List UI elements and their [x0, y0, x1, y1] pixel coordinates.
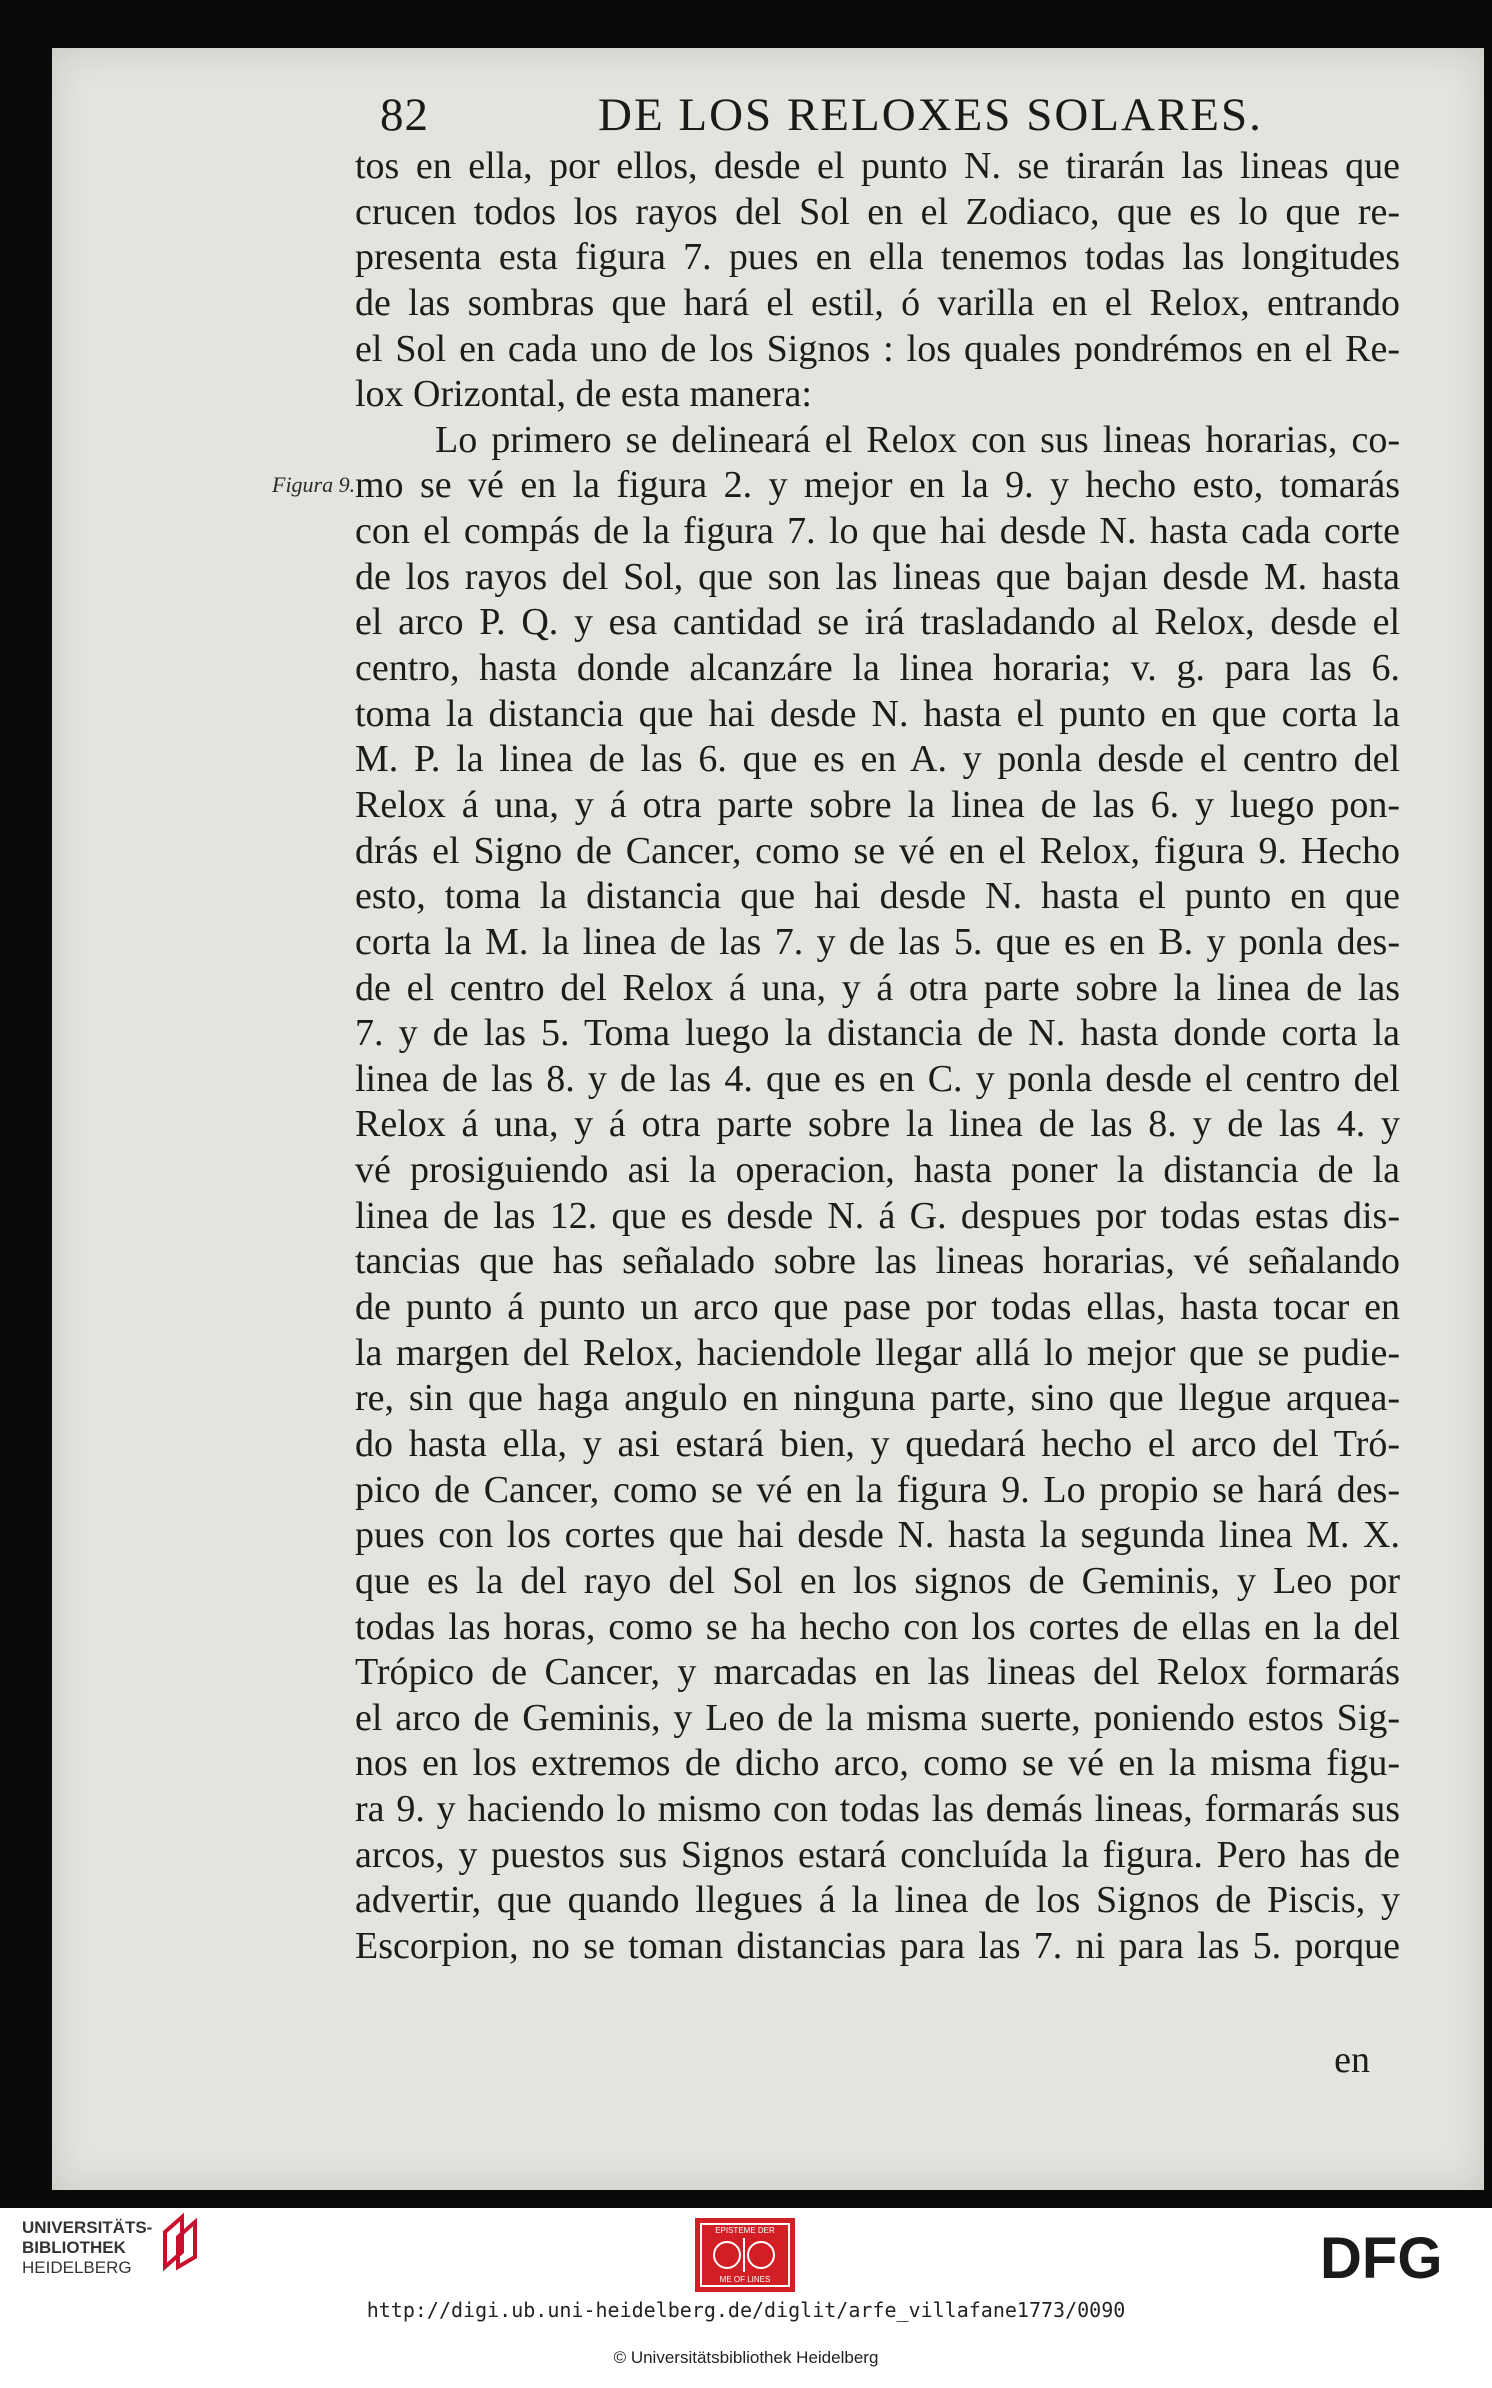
text-line: de punto á punto un arco que pase por todas ellas, hasta tocar en — [355, 1286, 1400, 1329]
text-line: advertir, que quando llegues á la linea de los Signos de Piscis, y — [355, 1879, 1400, 1922]
text-line: de el centro del Relox á una, y á otra parte sobre la linea de las — [355, 966, 1400, 1009]
text-line: el Sol en cada uno de los Signos : los quales pondrémos en el Re- — [355, 327, 1400, 370]
margin-note: Figura 9. — [272, 472, 356, 497]
text-line: de las sombras que hará el estil, ó varilla en el Relox, entrando — [355, 281, 1400, 324]
episteme-logo-icon — [695, 2218, 795, 2292]
text-line: todas las horas, como se ha hecho con los cortes de ellas en la del — [355, 1605, 1400, 1648]
text-line: centro, hasta donde alcanzáre la linea horaria; v. g. para las 6. — [355, 647, 1400, 690]
body-text — [355, 144, 1400, 1970]
library-name-line1: UNIVERSITÄTS- — [22, 2218, 153, 2237]
text-line: corta la M. la linea de las 7. y de las 5. que es en B. y ponla des- — [355, 920, 1400, 963]
page-title: DE LOS RELOXES SOLARES. — [598, 89, 1263, 141]
episteme-logo-top: EPISTEME DER — [715, 2226, 775, 2235]
text-line: ra 9. y haciendo lo mismo con todas las demás lineas, formarás sus — [355, 1788, 1400, 1831]
text-line: Relox á una, y á otra parte sobre la linea de las 6. y luego pon- — [355, 783, 1400, 826]
dfg-logo-text: DFG — [1320, 2228, 1443, 2286]
episteme-logo-bottom: ME OF LINES — [719, 2275, 771, 2284]
text-line: drás el Signo de Cancer, como se vé en el Relox, figura 9. Hecho — [355, 829, 1400, 872]
text-line: que es la del rayo del Sol en los signos de Geminis, y Leo por — [355, 1559, 1400, 1602]
text-line: tos en ella, por ellos, desde el punto N. se tirarán las lineas que — [355, 145, 1400, 187]
text-line: linea de las 8. y de las 4. que es en C. y ponla desde el centro del — [355, 1057, 1400, 1100]
text-line: el arco P. Q. y esa cantidad se irá trasladando al Relox, desde el — [355, 601, 1400, 644]
library-mark-icon — [160, 2212, 210, 2272]
text-line: pues con los cortes que hai desde N. hasta la segunda linea M. X. — [355, 1514, 1400, 1557]
text-line: de los rayos del Sol, que son las lineas que bajan desde M. hasta — [355, 555, 1400, 598]
permalink-url[interactable]: http://digi.ub.uni-heidelberg.de/diglit/arfe_villafane1773/0090 — [366, 2298, 1126, 2322]
library-name-line2: BIBLIOTHEK — [22, 2238, 126, 2257]
text-line: nos en los extremos de dicho arco, como se vé en la misma figu- — [355, 1742, 1400, 1785]
library-logo-text[interactable] — [22, 2218, 152, 2278]
text-line: Relox á una, y á otra parte sobre la linea de las 8. y de las 4. y — [355, 1103, 1400, 1146]
text-line: linea de las 12. que es desde N. á G. despues por todas estas dis- — [355, 1194, 1400, 1237]
text-line: lox Orizontal, de esta manera: — [355, 373, 812, 416]
copyright-notice: © Universitätsbibliothek Heidelberg — [613, 2348, 879, 2367]
text-line: do hasta ella, y asi estará bien, y quedará hecho el arco del Tró- — [355, 1422, 1400, 1465]
text-line: Trópico de Cancer, y marcadas en las lineas del Relox formarás — [355, 1651, 1400, 1694]
library-name-line3: HEIDELBERG — [22, 2258, 132, 2277]
page-number: 82 — [380, 89, 429, 141]
text-line: Lo primero se delineará el Relox con sus lineas horarias, co- — [435, 418, 1400, 461]
text-line: toma la distancia que hai desde N. hasta el punto en que corta la — [355, 692, 1400, 735]
text-line: esto, toma la distancia que hai desde N. hasta el punto en que — [355, 875, 1400, 918]
text-line: Escorpion, no se toman distancias para las 7. ni para las 5. porque — [355, 1924, 1400, 1967]
text-line: M. P. la linea de las 6. que es en A. y ponla desde el centro del — [355, 738, 1400, 781]
text-line: 7. y de las 5. Toma luego la distancia de N. hasta donde corta la — [355, 1012, 1400, 1055]
text-line: el arco de Geminis, y Leo de la misma suerte, poniendo estos Sig- — [355, 1696, 1400, 1739]
text-line: pico de Cancer, como se vé en la figura 9. Lo propio se hará des- — [355, 1468, 1400, 1511]
text-line: tancias que has señalado sobre las lineas horarias, vé señalando — [355, 1240, 1400, 1283]
catchword: en — [1334, 2039, 1370, 2081]
text-line: crucen todos los rayos del Sol en el Zodiaco, que es lo que re- — [355, 190, 1400, 233]
text-line: re, sin que haga angulo en ninguna parte, sino que llegue arquea- — [355, 1377, 1400, 1420]
text-line: presenta esta figura 7. pues en ella tenemos todas las longitudes — [355, 236, 1400, 279]
text-line: la margen del Relox, haciendole llegar allá lo mejor que se pudie- — [355, 1331, 1400, 1374]
text-line: mo se vé en la figura 2. y mejor en la 9. y hecho esto, tomarás — [355, 464, 1400, 507]
text-line: arcos, y puestos sus Signos estará concluída la figura. Pero has de — [355, 1833, 1400, 1876]
text-line: con el compás de la figura 7. lo que hai desde N. hasta cada corte — [355, 510, 1400, 553]
episteme-logo[interactable] — [695, 2218, 795, 2292]
text-line: vé prosiguiendo asi la operacion, hasta poner la distancia de la — [355, 1149, 1400, 1192]
dfg-logo[interactable] — [1320, 2228, 1472, 2286]
